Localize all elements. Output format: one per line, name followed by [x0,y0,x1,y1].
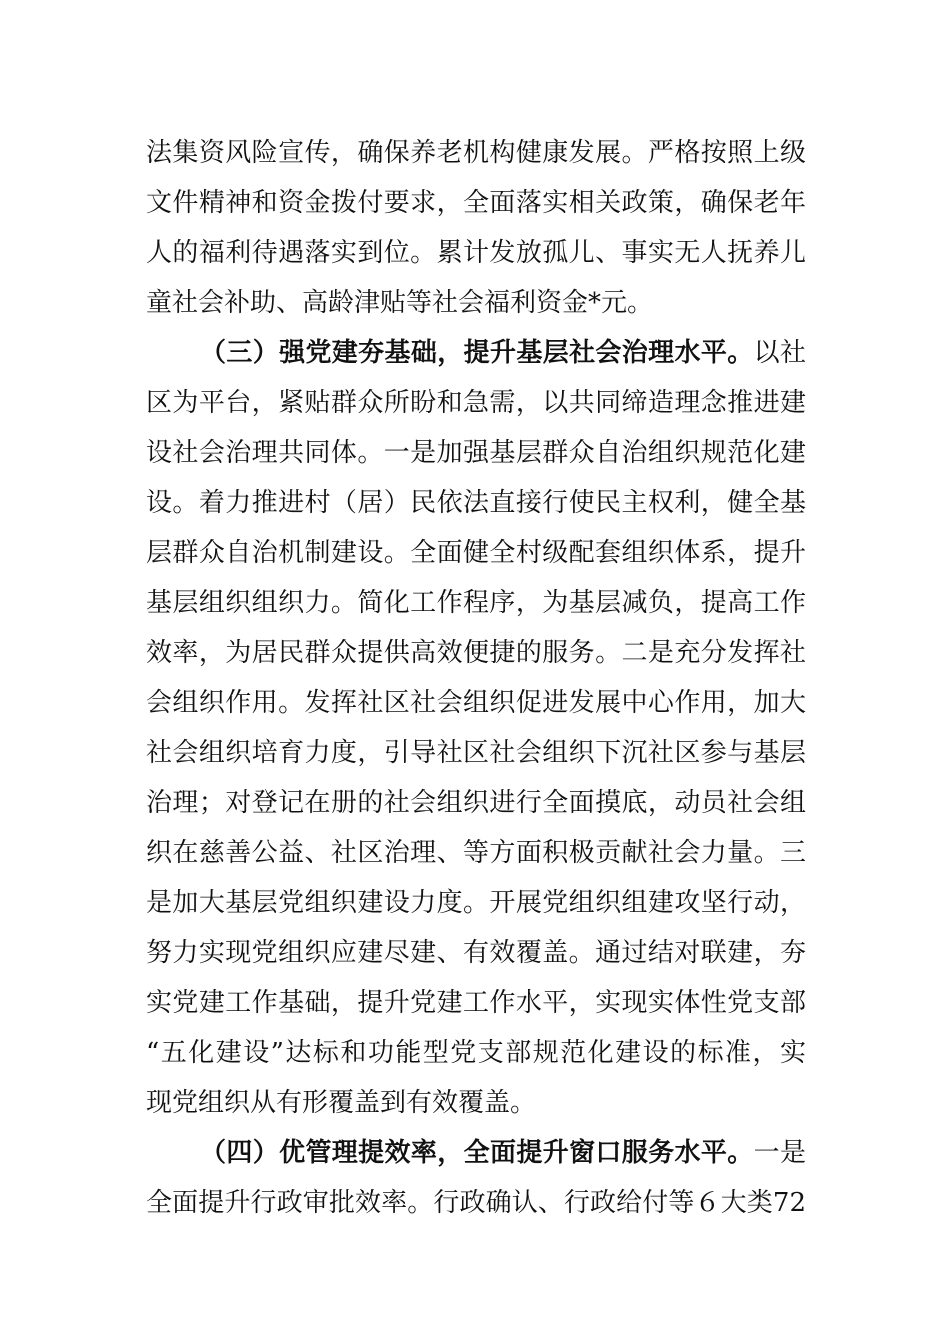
text-line: 童社会补助、高龄津贴等社会福利资金*元。 [146,288,654,318]
text-line: 全面提升行政审批效率。行政确认、行政给付等６大类72 [146,1188,806,1218]
text-line: 设。着力推进村（居）民依法直接行使民主权利，健全基 [146,488,806,518]
section-4-heading: （四）优管理提效率，全面提升窗口服务水平。 [200,1138,754,1168]
text-line: 区为平台，紧贴群众所盼和急需，以共同缔造理念推进建 [146,388,806,418]
section-4-heading-tail: 一是 [753,1138,806,1168]
text-line: 织在慈善公益、社区治理、等方面积极贡献社会力量。三 [146,838,806,868]
text-line: 人的福利待遇落实到位。累计发放孤儿、事实无人抚养儿 [146,238,806,268]
text-line: 基层组织组织力。简化工作程序，为基层减负，提高工作 [146,588,806,618]
text-line: 现党组织从有形覆盖到有效覆盖。 [146,1088,537,1118]
text-line: 文件精神和资金拨付要求，全面落实相关政策，确保老年 [146,188,806,218]
text-line: 是加大基层党组织建设力度。开展党组织组建攻坚行动， [146,888,806,918]
text-line: 治理；对登记在册的社会组织进行全面摸底，动员社会组 [146,788,806,818]
text-line: “五化建设”达标和功能型党支部规范化建设的标准，实 [146,1038,806,1068]
text-line: 法集资风险宣传，确保养老机构健康发展。严格按照上级 [146,138,806,168]
text-line: 设社会治理共同体。一是加强基层群众自治组织规范化建 [146,438,806,468]
text-line: 社会组织培育力度，引导社区社会组织下沉社区参与基层 [146,738,806,768]
section-heading-line [200,333,806,373]
section-3-heading-tail: 以社 [753,338,806,368]
text-line: 会组织作用。发挥社区社会组织促进发展中心作用，加大 [146,688,806,718]
section-3-heading: （三）强党建夯基础，提升基层社会治理水平。 [200,338,754,368]
text-line: 效率，为居民群众提供高效便捷的服务。二是充分发挥社 [146,638,806,668]
section-heading-line [200,1133,806,1173]
text-line: 层群众自治机制建设。全面健全村级配套组织体系，提升 [146,538,806,568]
text-line: 努力实现党组织应建尽建、有效覆盖。通过结对联建，夯 [146,938,806,968]
text-line: 实党建工作基础，提升党建工作水平，实现实体性党支部 [146,988,806,1018]
